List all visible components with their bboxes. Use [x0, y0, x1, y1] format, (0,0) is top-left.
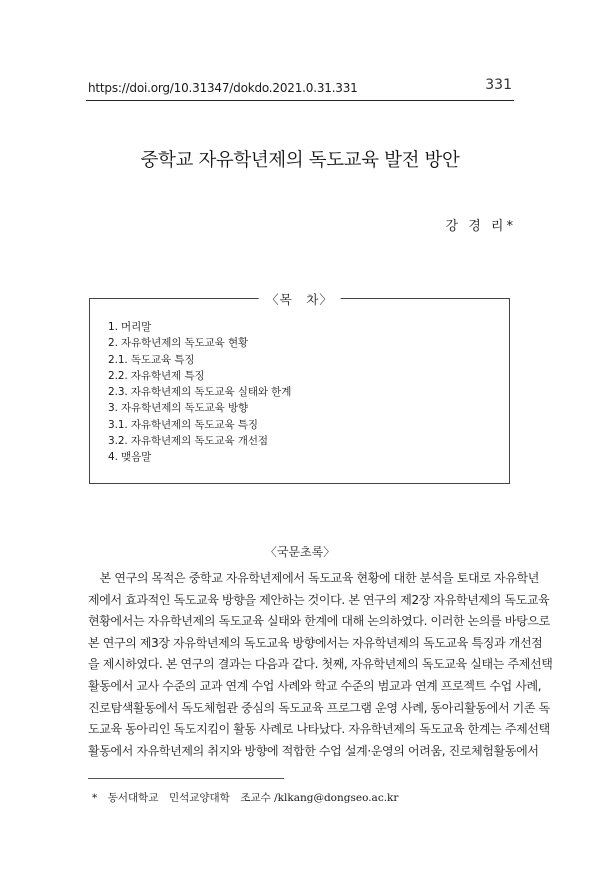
- header-rule: [86, 100, 514, 101]
- table-of-contents: [89, 292, 510, 484]
- toc-item: 2.1. 독도교육 특징: [108, 353, 195, 366]
- abstract-line: 본 연구의 목적은 중학교 자유학년제에서 독도교육 현황에 대한 분석을 토대로 자유학년: [88, 571, 540, 585]
- toc-item: 3. 자유학년제의 독도교육 방향: [108, 402, 249, 415]
- toc-item: 4. 맺음말: [108, 451, 152, 464]
- toc-heading: 〈목 차〉: [258, 290, 341, 308]
- abstract-line: 제에서 효과적인 독도교육 방향을 제안하는 것이다. 본 연구의 제2장 자유학년제의 독도교육: [88, 592, 550, 607]
- toc-item: 2. 자유학년제의 독도교육 현황: [108, 337, 249, 350]
- toc-item: 3.2. 자유학년제의 독도교육 개선점: [108, 435, 268, 448]
- abstract-line: 활동에서 자유학년제의 취지와 방향에 적합한 수업 설계·운영의 어려움, 진로체험활동에서: [88, 743, 539, 758]
- abstract-line: 을 제시하였다. 본 연구의 결과는 다음과 같다. 첫째, 자유학년제의 독도교육 실태는 주제선택: [88, 657, 553, 672]
- abstract-line: 도교육 동아리인 독도지킴이 활동 사례로 나타났다. 자유학년제의 독도교육 한계는 주제선택: [88, 722, 550, 737]
- toc-item: 1. 머리말: [108, 321, 152, 333]
- toc-item: 2.2. 자유학년제 특징: [108, 369, 205, 382]
- author-footnote: * 동서대학교 민석교양대학 조교수 /klkang@dongseo.ac.kr: [92, 792, 399, 804]
- paper-title: 중학교 자유학년제의 독도교육 발전 방안: [140, 150, 460, 171]
- footnote-rule: [88, 778, 284, 779]
- abstract-body: [88, 568, 553, 762]
- toc-item: 3.1. 자유학년제의 독도교육 특징: [108, 418, 258, 431]
- toc-list: [108, 319, 291, 466]
- abstract-line: 본 연구의 제3장 자유학년제의 독도교육 방향에서는 자유학년제의 독도교육 특징과 개선점: [88, 635, 543, 650]
- abstract-line: 활동에서 교사 수준의 교과 연계 수업 사례와 학교 수준의 범교과 연계 프로젝트 수업 사례,: [88, 678, 542, 693]
- abstract-line: 진로탐색활동에서 독도체험관 중심의 독도교육 프로그램 운영 사례, 동아리활동에서 기존 독: [88, 700, 550, 715]
- author-name: 강 경 리*: [445, 219, 516, 234]
- abstract-heading: 〈국문초록〉: [264, 545, 336, 559]
- doi-link[interactable]: https://doi.org/10.31347/dokdo.2021.0.31.331: [88, 81, 358, 95]
- abstract-line: 현황에서는 자유학년제의 독도교육 실태와 한계에 대해 논의하였다. 이러한 논의를 바탕으로: [88, 614, 550, 629]
- page-number: 331: [485, 77, 512, 93]
- toc-item: 2.3. 자유학년제의 독도교육 실태와 한계: [108, 386, 292, 399]
